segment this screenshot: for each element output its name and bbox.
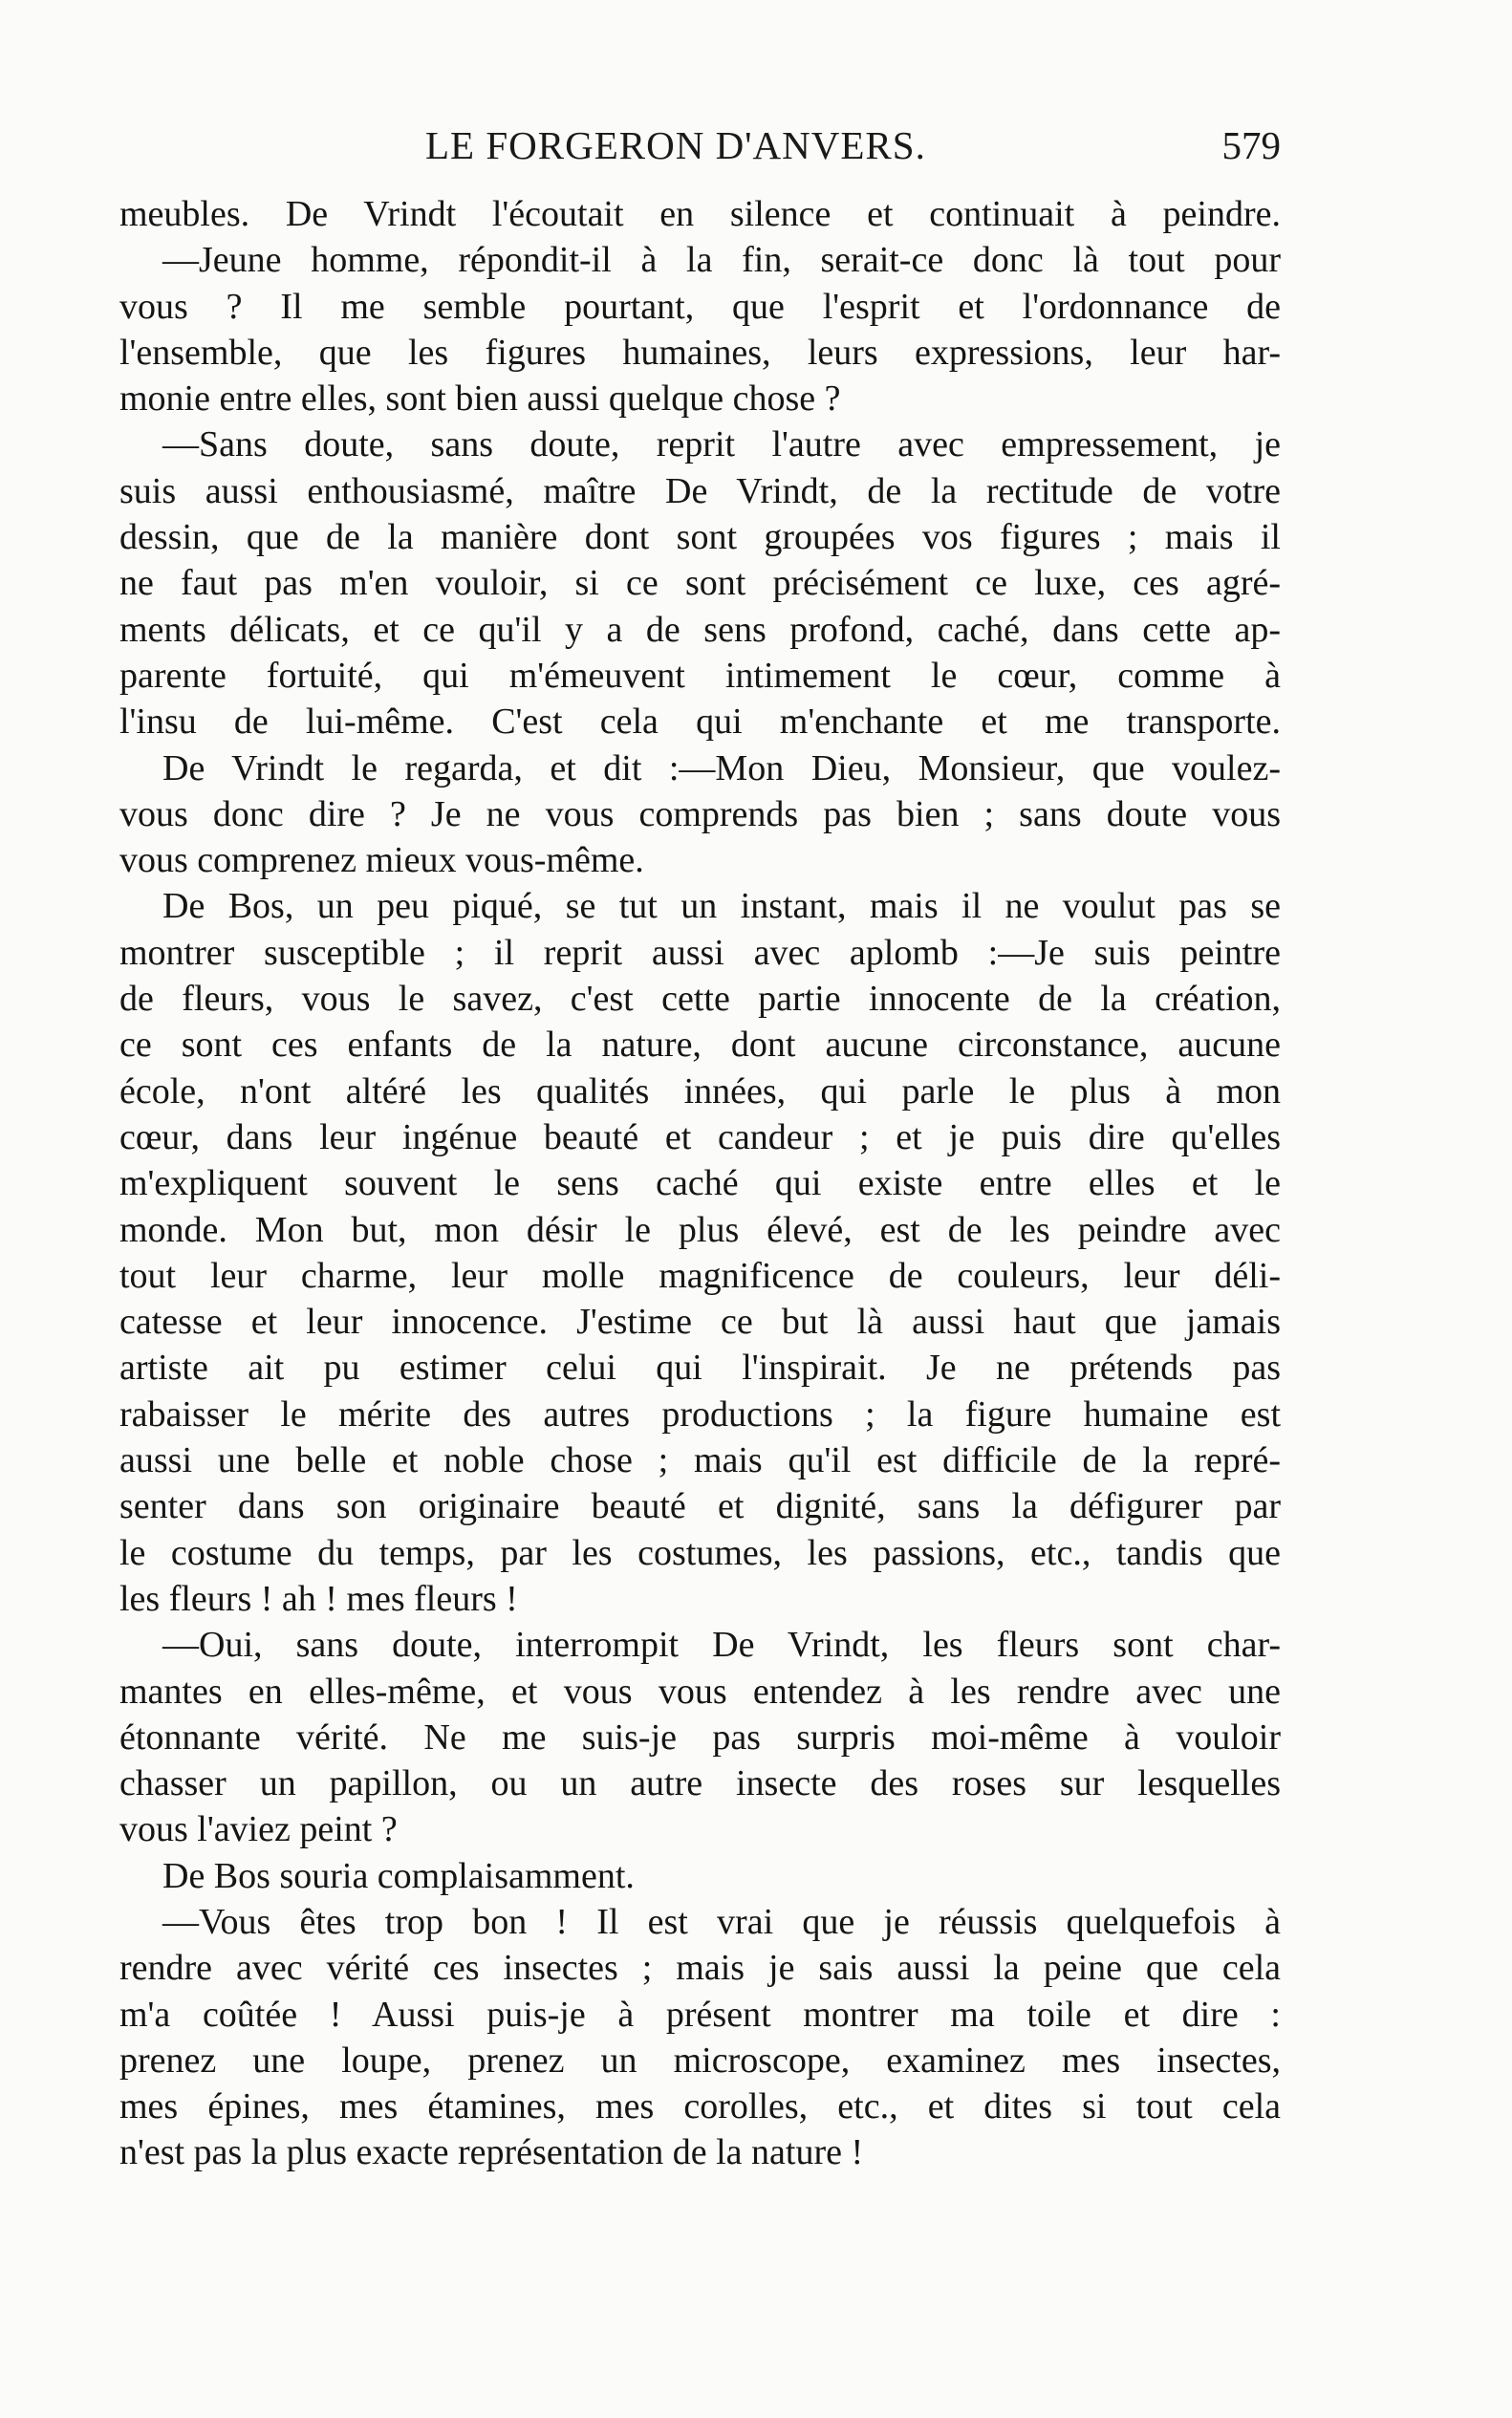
page-header <box>119 122 1281 180</box>
text-line: —Oui, sans doute, interrompit De Vrindt, les fleurs sont char- <box>162 1625 1281 1666</box>
text-line: montrer susceptible ; il reprit aussi avec aplomb :—Je suis peintre <box>119 932 1281 973</box>
text-line: De Vrindt le regarda, et dit :—Mon Dieu, Monsieur, que voulez- <box>162 747 1281 788</box>
body-text <box>119 191 1281 2176</box>
text-line: vous l'aviez peint ? <box>119 1809 398 1850</box>
text-line: n'est pas la plus exacte représentation de la nature ! <box>119 2132 864 2173</box>
text-line: chasser un papillon, ou un autre insecte des roses sur lesquelles <box>119 1763 1281 1804</box>
text-line: rendre avec vérité ces insectes ; mais je sais aussi la peine que cela <box>119 1948 1281 1989</box>
text-line: catesse et leur innocence. J'estime ce but là aussi haut que jamais <box>119 1302 1281 1343</box>
page-number: 579 <box>1221 123 1281 167</box>
running-title: LE FORGERON D'ANVERS. <box>425 123 926 167</box>
text-line: vous ? Il me semble pourtant, que l'esprit et l'ordonnance de <box>119 286 1281 327</box>
text-line: —Vous êtes trop bon ! Il est vrai que je réussis quelquefois à <box>162 1901 1281 1942</box>
text-line: De Bos souria complaisamment. <box>162 1855 635 1896</box>
text-line: l'insu de lui-même. C'est cela qui m'enchante et me transporte. <box>119 702 1281 743</box>
text-line: ce sont ces enfants de la nature, dont aucune circonstance, aucune <box>119 1025 1281 1066</box>
text-line: cœur, dans leur ingénue beauté et candeur ; et je puis dire qu'elles <box>119 1116 1281 1157</box>
text-line: suis aussi enthousiasmé, maître De Vrindt, de la rectitude de votre <box>119 470 1281 511</box>
text-line: mantes en elles-même, et vous vous entendez à les rendre avec une <box>119 1671 1281 1712</box>
text-line: les fleurs ! ah ! mes fleurs ! <box>119 1578 518 1619</box>
text-line: —Jeune homme, répondit-il à la fin, serait-ce donc là tout pour <box>162 240 1281 281</box>
text-line: monie entre elles, sont bien aussi quelque chose ? <box>119 378 841 420</box>
text-line: mes épines, mes étamines, mes corolles, etc., et dites si tout cela <box>119 2086 1281 2127</box>
text-line: —Sans doute, sans doute, reprit l'autre avec empressement, je <box>162 424 1281 465</box>
text-line: l'ensemble, que les figures humaines, leurs expressions, leur har- <box>119 332 1281 373</box>
text-line: tout leur charme, leur molle magnificence de couleurs, leur déli- <box>119 1255 1281 1296</box>
text-line: aussi une belle et noble chose ; mais qu'il est difficile de la repré- <box>119 1440 1281 1481</box>
text-line: De Bos, un peu piqué, se tut un instant, mais il ne voulut pas se <box>162 886 1281 927</box>
text-line: école, n'ont altéré les qualités innées, qui parle le plus à mon <box>119 1070 1281 1112</box>
text-line: dessin, que de la manière dont sont groupées vos figures ; mais il <box>119 517 1281 558</box>
text-line: vous comprenez mieux vous-même. <box>119 840 644 881</box>
text-line: m'expliquent souvent le sens caché qui existe entre elles et le <box>119 1163 1281 1204</box>
text-line: rabaisser le mérite des autres productions ; la figure humaine est <box>119 1393 1281 1435</box>
text-line: artiste ait pu estimer celui qui l'inspirait. Je ne prétends pas <box>119 1348 1281 1389</box>
text-line: vous donc dire ? Je ne vous comprends pas bien ; sans doute vous <box>119 793 1281 834</box>
text-line: parente fortuité, qui m'émeuvent intimement le cœur, comme à <box>119 655 1281 696</box>
text-line: ne faut pas m'en vouloir, si ce sont précisément ce luxe, ces agré- <box>119 563 1281 604</box>
text-line: senter dans son originaire beauté et dignité, sans la défigurer par <box>119 1486 1281 1527</box>
text-line: monde. Mon but, mon désir le plus élevé, est de les peindre avec <box>119 1209 1281 1250</box>
text-line: prenez une loupe, prenez un microscope, examinez mes insectes, <box>119 2040 1281 2081</box>
text-line: le costume du temps, par les costumes, les passions, etc., tandis que <box>119 1532 1281 1573</box>
text-line: étonnante vérité. Ne me suis-je pas surpris moi-même à vouloir <box>119 1716 1281 1758</box>
text-line: m'a coûtée ! Aussi puis-je à présent montrer ma toile et dire : <box>119 1994 1281 2035</box>
text-line: ments délicats, et ce qu'il y a de sens profond, caché, dans cette ap- <box>119 609 1281 650</box>
text-line: de fleurs, vous le savez, c'est cette partie innocente de la création, <box>119 979 1281 1020</box>
text-line: meubles. De Vrindt l'écoutait en silence et continuait à peindre. <box>119 194 1281 234</box>
